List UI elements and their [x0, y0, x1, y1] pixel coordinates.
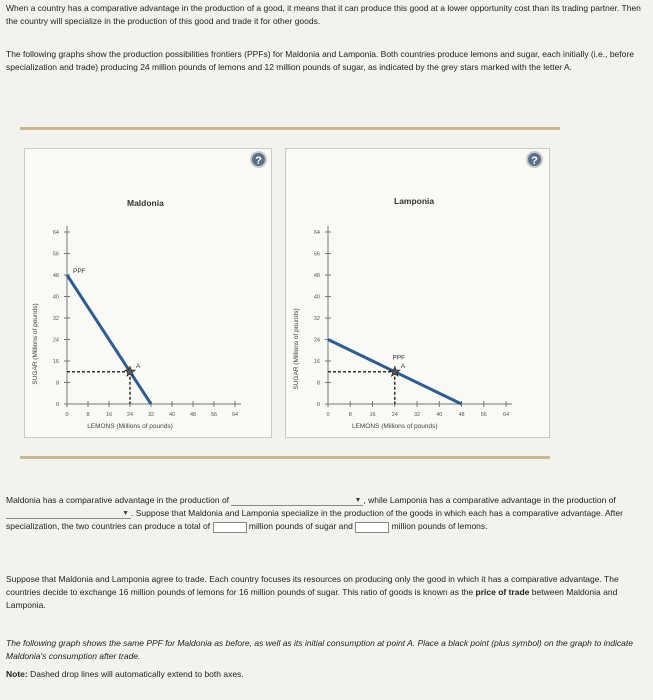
- total-lemons-input[interactable]: [355, 522, 389, 533]
- final-instructions: The following graph shows the same PPF for Maldonia as before, as well as its initial consumption at point A. Place a black point (plus symbol) on the graph to indicate Maldonia's consumption after trade.: [6, 638, 633, 662]
- point-a-label: A: [136, 362, 141, 370]
- x-tick-label: 48: [189, 412, 197, 418]
- x-tick-label: 16: [369, 412, 376, 418]
- x-tick-label: 0: [65, 412, 69, 418]
- note: Note: Dashed drop lines will automatically extend to both axes.: [6, 669, 244, 679]
- trade-paragraph: Suppose that Maldonia and Lamponia agree to trade. Each country focuses its resources on producing only the good in which it has a comparative advantage. The countries decide to exchange 16 million pounds of lemons for 16 million pounds of sugar. This ratio of goods is known as the price of trade between Maldonia and Lamponia.: [6, 574, 619, 611]
- y-tick-label: 24: [52, 337, 59, 344]
- middle-divider: [20, 456, 550, 459]
- maldonia-chart[interactable]: [25, 149, 273, 439]
- lamponia-graph-panel: [285, 148, 550, 438]
- good-select-lamponia[interactable]: [6, 508, 131, 519]
- intro-paragraph-1: When a country has a comparative advantage in the production of a good, it means that it can produce this good at a lower opportunity cost than its trading partner. Then the country will specialize in the production of this good and trade it for other goods.: [6, 3, 641, 27]
- graph-title: Lamponia: [394, 196, 435, 206]
- y-tick-label: 64: [313, 230, 320, 236]
- ppf-label: PPF: [392, 354, 406, 362]
- x-tick-label: 0: [326, 412, 330, 418]
- x-tick-label: 64: [231, 412, 239, 418]
- lamponia-chart[interactable]: [286, 149, 551, 439]
- y-tick-label: 8: [55, 380, 59, 387]
- maldonia-graph-panel: [24, 148, 272, 438]
- x-tick-label: 8: [348, 412, 352, 418]
- comparative-advantage-question: Maldonia has a comparative advantage in the production of ▼ , while Lamponia has a comparative advantage in the production of ▼ . Suppose that Maldonia and Lamponia specialize in the production of the goods in which each has a comparative advantage. After specialization, the two countries can produce a total of million pounds of sugar and million pounds of lemons.: [6, 495, 623, 532]
- x-tick-label: 16: [105, 412, 113, 418]
- y-axis-label: SUGAR (Millions of pounds): [32, 303, 39, 385]
- top-divider: [20, 127, 560, 130]
- x-tick-label: 24: [126, 412, 134, 418]
- x-tick-label: 56: [210, 412, 218, 418]
- x-tick-label: 32: [147, 412, 155, 418]
- ppf-line: [67, 275, 151, 404]
- x-tick-label: 40: [168, 412, 176, 418]
- y-tick-label: 48: [52, 273, 59, 279]
- x-tick-label: 8: [86, 412, 90, 418]
- help-icon[interactable]: ?: [250, 151, 267, 168]
- y-tick-label: 64: [52, 230, 59, 236]
- y-tick-label: 24: [313, 337, 320, 344]
- x-tick-label: 24: [391, 412, 398, 418]
- point-a-label: A: [400, 362, 406, 370]
- y-tick-label: 0: [316, 402, 320, 408]
- y-tick-label: 56: [52, 251, 59, 258]
- x-axis-label: LEMONS (Millions of pounds): [351, 423, 438, 430]
- graph-title: Maldonia: [127, 198, 164, 208]
- x-tick-label: 48: [458, 412, 465, 418]
- y-tick-label: 40: [52, 294, 59, 301]
- y-tick-label: 48: [313, 273, 320, 279]
- ppf-label: PPF: [73, 268, 86, 275]
- help-icon[interactable]: ?: [526, 151, 543, 168]
- y-tick-label: 16: [313, 359, 320, 365]
- intro-paragraph-2: The following graphs show the production possibilities frontiers (PPFs) for Maldonia and Lamponia. Both countries produce lemons and sugar, each initially (i.e., before specialization and trade) producing 24 million pounds of lemons and 12 million pounds of sugar, as indicated by the grey stars marked with the letter A.: [6, 49, 634, 73]
- total-sugar-input[interactable]: [213, 522, 247, 533]
- x-tick-label: 40: [436, 412, 443, 418]
- y-tick-label: 16: [52, 359, 59, 365]
- y-tick-label: 32: [52, 316, 59, 322]
- y-tick-label: 32: [313, 316, 320, 322]
- chevron-down-icon: ▼: [354, 497, 362, 505]
- x-tick-label: 56: [480, 412, 487, 418]
- y-axis-label: SUGAR (Millions of pounds): [293, 308, 300, 390]
- good-select-maldonia[interactable]: [231, 495, 363, 506]
- x-axis-label: LEMONS (Millions of pounds): [87, 423, 173, 430]
- y-tick-label: 40: [313, 294, 320, 301]
- x-tick-label: 32: [413, 412, 421, 418]
- x-tick-label: 64: [502, 412, 510, 418]
- y-tick-label: 56: [313, 251, 320, 258]
- y-tick-label: 0: [55, 402, 59, 408]
- chevron-down-icon: ▼: [122, 510, 129, 518]
- y-tick-label: 8: [316, 380, 320, 387]
